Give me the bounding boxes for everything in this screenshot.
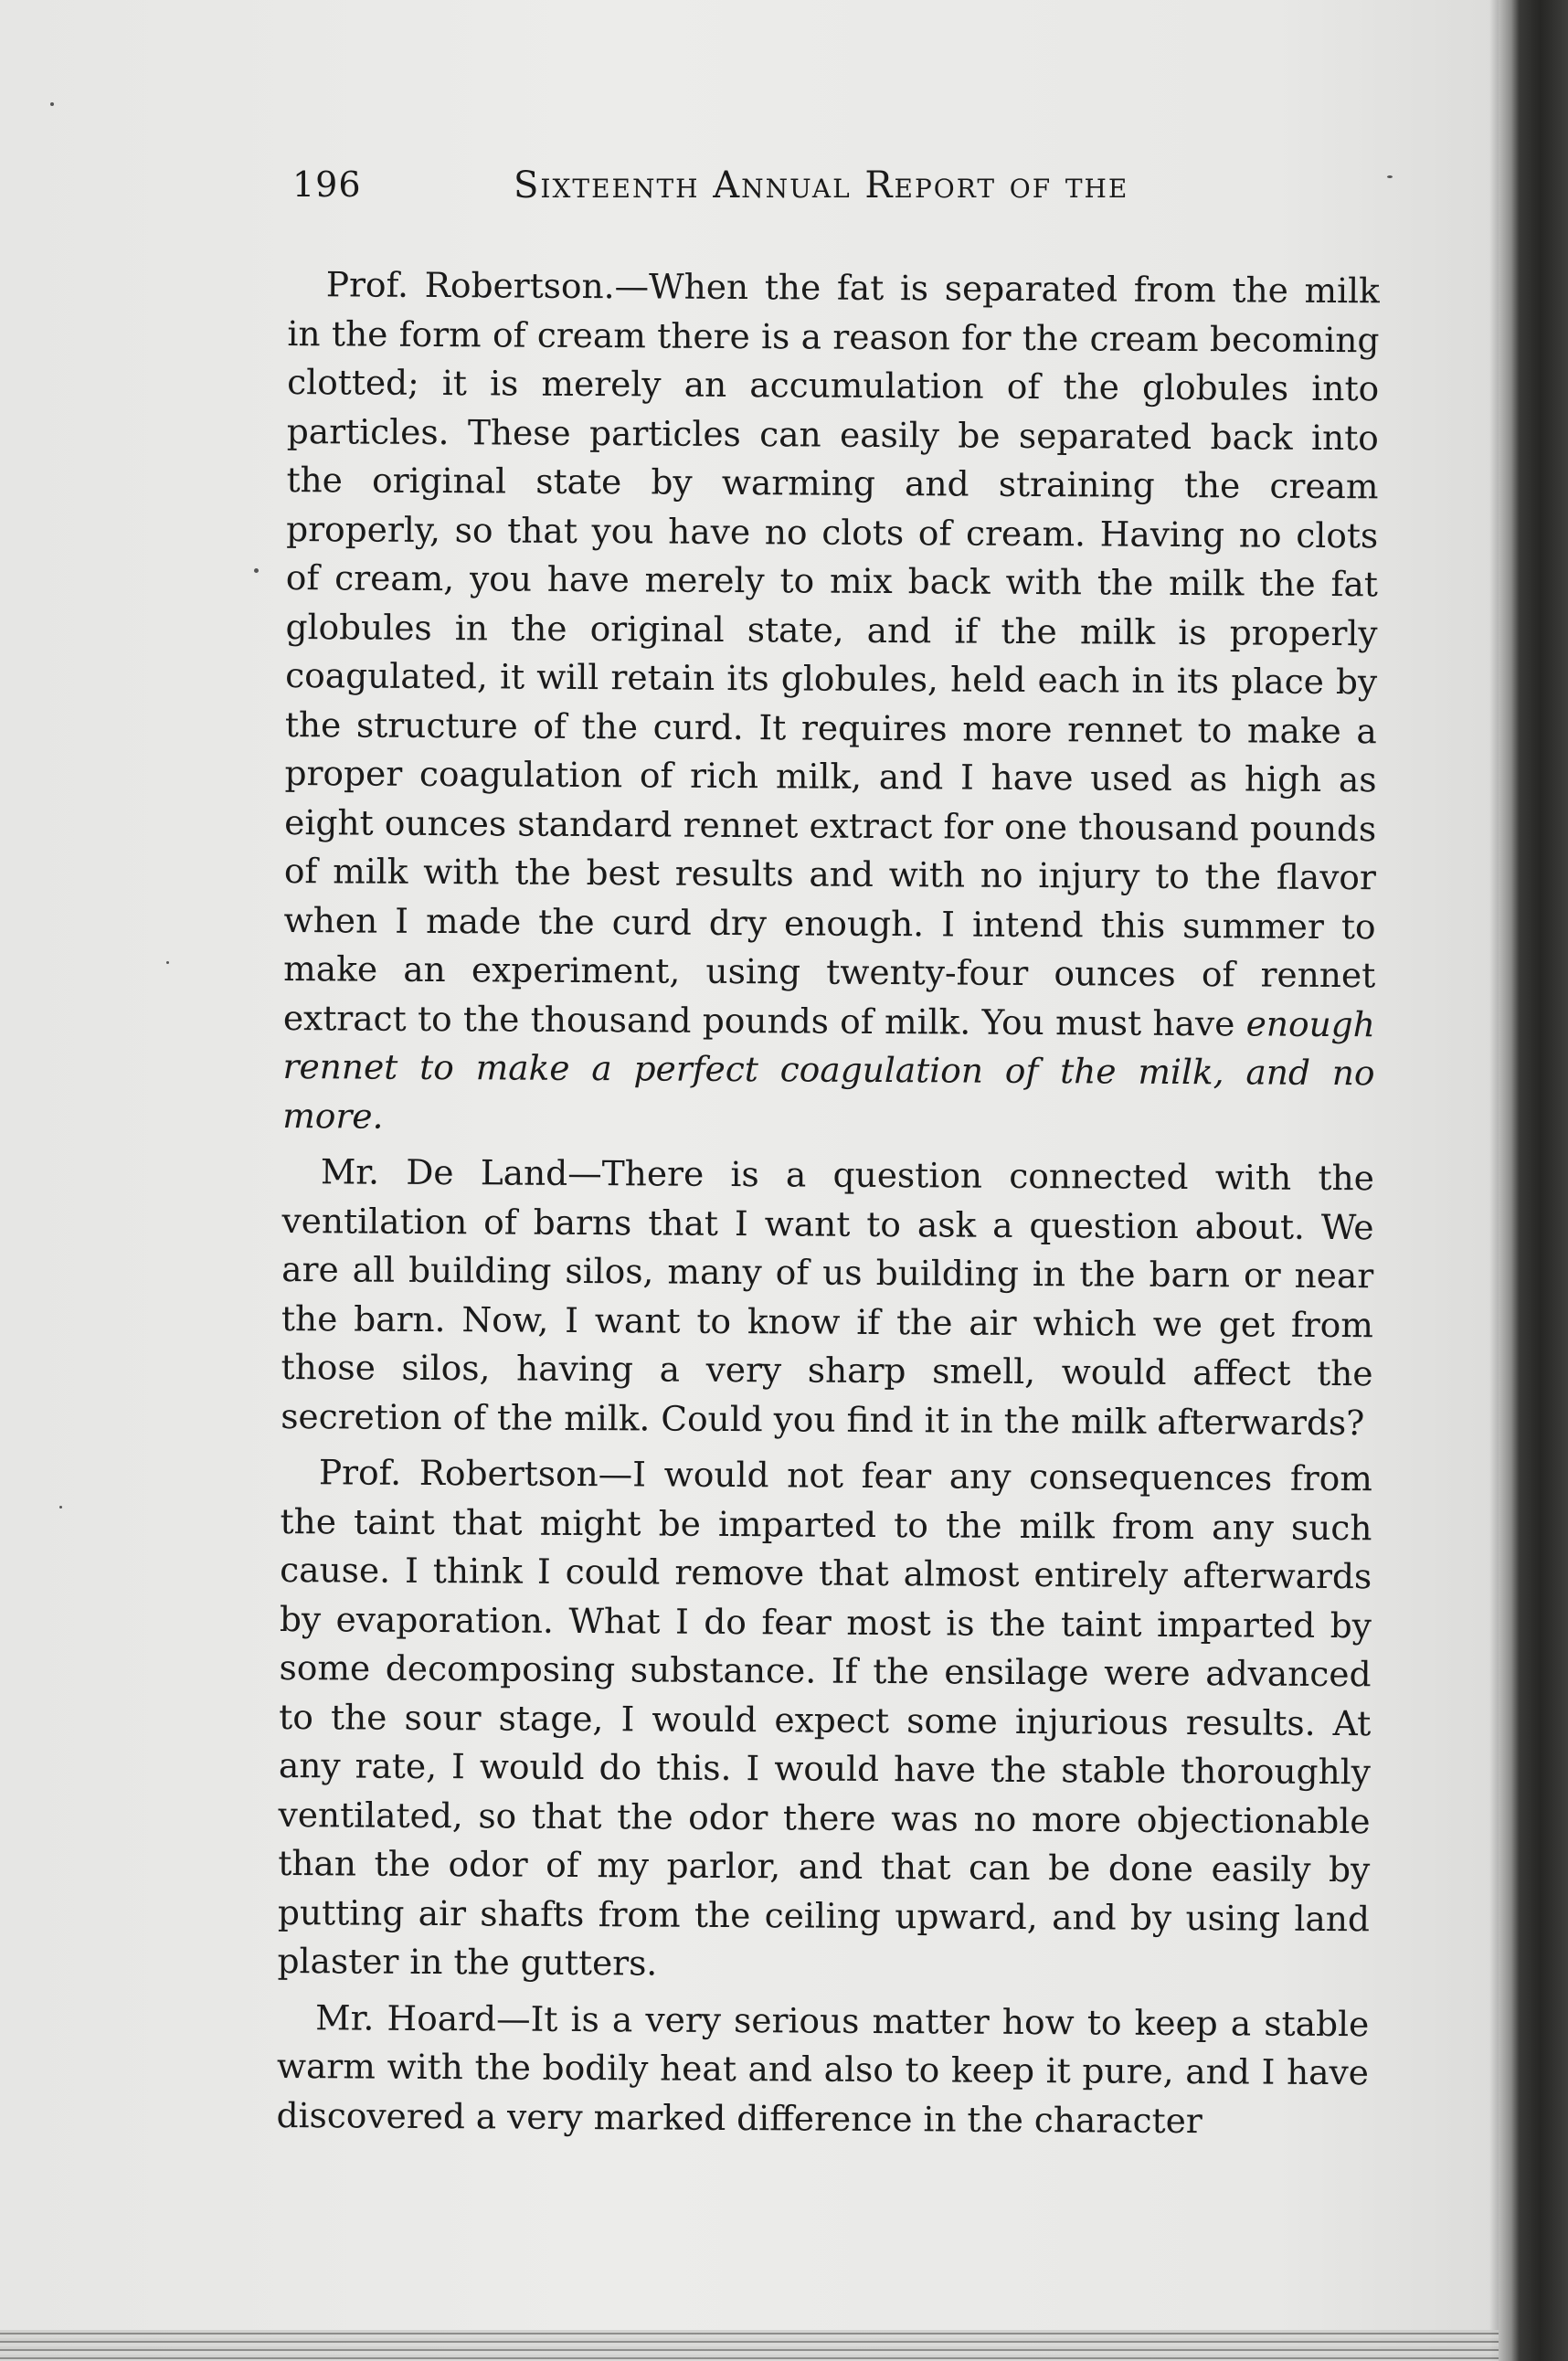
dust-speck	[50, 102, 54, 106]
dust-speck	[59, 1506, 62, 1509]
paragraph-text: Mr. Hoard—It is a very serious matter how to keep a stable warm with the bodily heat and also to keep it pure, and I have discovered a very marked difference in the character	[276, 1996, 1370, 2141]
paragraph-robertson-2	[277, 1448, 1372, 1993]
paragraph-text: Mr. De Land—There is a question connected with the ventilation of barns that I want to ask a question about. We are all building silos, many of us building in the barn or near the barn. Now, I want to know if the air which we get from those silos, having a very sharp smell, would affect the secretion of the milk. Could you find it in the milk afterwards?	[281, 1151, 1375, 1443]
running-head: Sixteenth Annual Report of the	[514, 164, 1129, 206]
paragraph-robertson-1	[282, 260, 1380, 1147]
dust-speck	[1387, 175, 1393, 178]
paragraph-hoard	[276, 1993, 1369, 2146]
paragraph-deland	[281, 1148, 1374, 1447]
dust-speck	[254, 568, 259, 573]
dust-speck	[166, 961, 169, 964]
italic-emphasis: enough rennet to make a perfect coagulation of the milk, and no more.	[282, 1002, 1376, 1137]
page-header	[292, 164, 1206, 219]
paragraph-text: Prof. Robertson—I would not fear any consequences from the taint that might be imparted to the milk from any such cause. I think I could remove that almost entirely afterwards by evaporation. What I do fear most is the taint imparted by some decomposing substance. If the ensilage were advanced to the sour stage, I would expect some injurious results. At any rate, I would do this. I would have the stable thoroughly ventilated, so that the odor there was no more objectionable than the odor of my parlor, and that can be done easily by putting air shafts from the ceiling upward, and by using land plaster in the gutters.	[277, 1452, 1373, 1984]
page-number: 196	[292, 164, 362, 205]
body-text	[276, 260, 1380, 2146]
paragraph-text: Prof. Robertson.—When the fat is separated from the milk in the form of cream there is a reason for the cream becoming clotted; it is merely an accumulation of the globules into particles. These particles can easily be separated back into the original state by warming and straining the cream properly, so that you have no clots of cream. Having no clots of cream, you have merely to mix back with the milk the fat globules in the original state, and if the milk is properly coagulated, it will retain its globules, held each in its place by the structure of the curd. It requires more rennet to make a proper coagulation of rich milk, and I have used as high as eight ounces standard rennet extract for one thousand pounds of milk with the best results and with no injury to the flavor when I made the curd dry enough. I intend this summer to make an experiment, using twenty-four ounces of rennet extract to the thousand pounds of milk. You must have	[282, 264, 1380, 1043]
page-bottom-edge	[0, 2330, 1499, 2361]
book-binding	[1499, 0, 1568, 2361]
page-shadow	[1489, 0, 1499, 2361]
